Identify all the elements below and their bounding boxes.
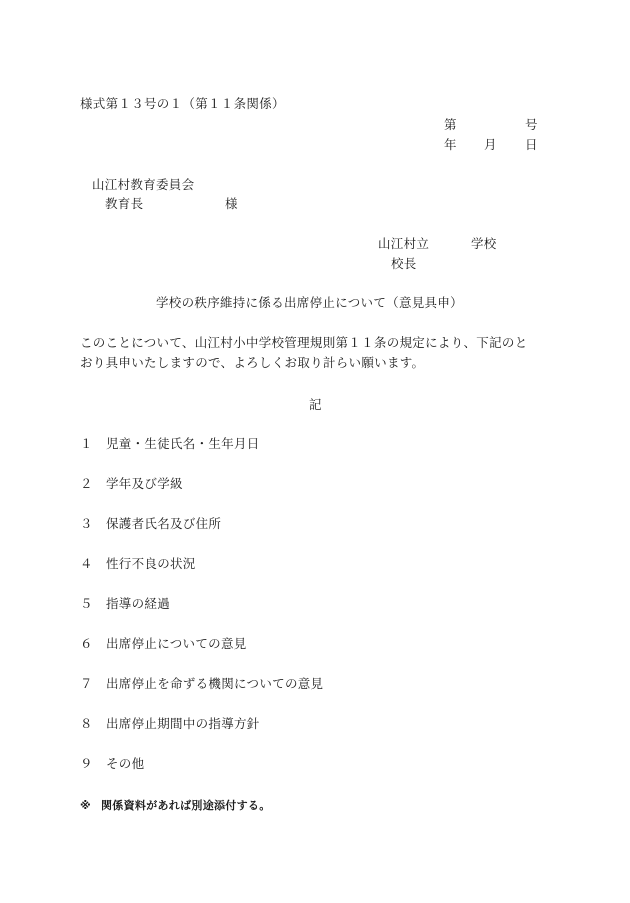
body-line-1: このことについて、山江村小中学校管理規則第１１条の規定により、下記のと	[80, 335, 528, 350]
item-6-label: 出席停止についての意見	[106, 636, 247, 651]
item-5-label: 指導の経過	[106, 596, 171, 611]
subject: 学校の秩序維持に係る出席停止について（意見具申）	[156, 295, 463, 310]
item-3-label: 保護者氏名及び住所	[106, 516, 222, 531]
addressee-title: 教育長	[105, 196, 144, 211]
date-day: 日	[525, 137, 538, 152]
item-9-label: その他	[106, 756, 145, 771]
item-7-label: 出席停止を命ずる機関についての意見	[106, 676, 324, 691]
note-text: 関係資料があれば別途添付する。	[101, 799, 271, 812]
sender-title: 校長	[391, 256, 417, 271]
addressee-honorific: 様	[225, 196, 238, 211]
item-8-number: ８	[80, 716, 93, 731]
ki-heading: 記	[309, 397, 322, 412]
sender-school-suffix: 学校	[471, 236, 497, 251]
item-4-label: 性行不良の状況	[106, 556, 196, 571]
item-4-number: ４	[80, 556, 93, 571]
form-number: 様式第１３号の１（第１１条関係）	[80, 96, 285, 111]
doc-number-suffix: 号	[525, 117, 538, 132]
body-line-2: おり具申いたしますので、よろしくお取り計らい願います。	[80, 355, 425, 370]
item-2-label: 学年及び学級	[106, 476, 183, 491]
item-2-number: ２	[80, 476, 93, 491]
item-3-number: ３	[80, 516, 93, 531]
addressee-org: 山江村教育委員会	[92, 177, 195, 192]
item-5-number: ５	[80, 596, 93, 611]
item-1-number: １	[80, 436, 93, 451]
item-8-label: 出席停止期間中の指導方針	[106, 716, 260, 731]
date-year: 年	[444, 137, 457, 152]
doc-number-prefix: 第	[444, 117, 457, 132]
sender-school-prefix: 山江村立	[378, 236, 430, 251]
date-month: 月	[484, 137, 497, 152]
item-7-number: ７	[80, 676, 93, 691]
item-6-number: ６	[80, 636, 93, 651]
item-1-label: 児童・生徒氏名・生年月日	[106, 436, 260, 451]
item-9-number: ９	[80, 756, 93, 771]
note-mark: ※	[80, 799, 91, 812]
